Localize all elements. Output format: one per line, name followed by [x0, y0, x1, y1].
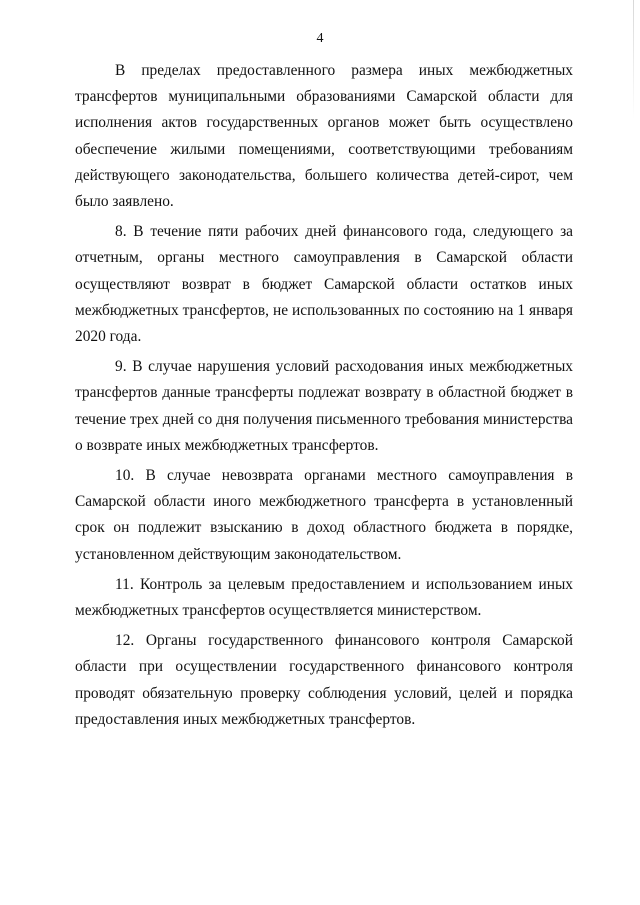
document-body: [75, 58, 573, 737]
paragraph-9: 9. В случае нарушения условий расходования иных межбюджетных трансфертов данные трансферты подлежат возврату в областной бюджет в течение трех дней со дня получения письменного требования министерства о возврате иных межбюджетных трансфертов.: [75, 358, 573, 454]
scan-edge-shadow: [633, 0, 634, 120]
paragraph-12: 12. Органы государственного финансового контроля Самарской области при осуществлении государственного финансового контроля проводят обязательную проверку соблюдения условий, целей и порядка предоставления иных межбюджетных трансфертов.: [75, 632, 573, 728]
paragraph-11: 11. Контроль за целевым предоставлением и использованием иных межбюджетных трансфертов осуществляется министерством.: [75, 575, 573, 620]
paragraph-intro: В пределах предоставленного размера иных межбюджетных трансфертов муниципальными образованиями Самарской области для исполнения актов государственных органов может быть осуществлено обеспечение жилыми помещениями, соответствующими требованиям действующего законодательства, большего количества детей-сирот, чем было заявлено.: [75, 62, 573, 211]
paragraph-8: 8. В течение пяти рабочих дней финансового года, следующего за отчетным, органы местного самоуправления в Самарской области осуществляют возврат в бюджет Самарской области остатков иных межбюджетных трансфертов, не использованных по состоянию на 1 января 2020 года.: [75, 223, 573, 346]
page-number: 4: [316, 31, 324, 46]
paragraph-10: 10. В случае невозврата органами местного самоуправления в Самарской области иного межбюджетного трансферта в установленный срок он подлежит взысканию в доход областного бюджета в порядке, установленном действующим законодательством.: [75, 467, 573, 563]
